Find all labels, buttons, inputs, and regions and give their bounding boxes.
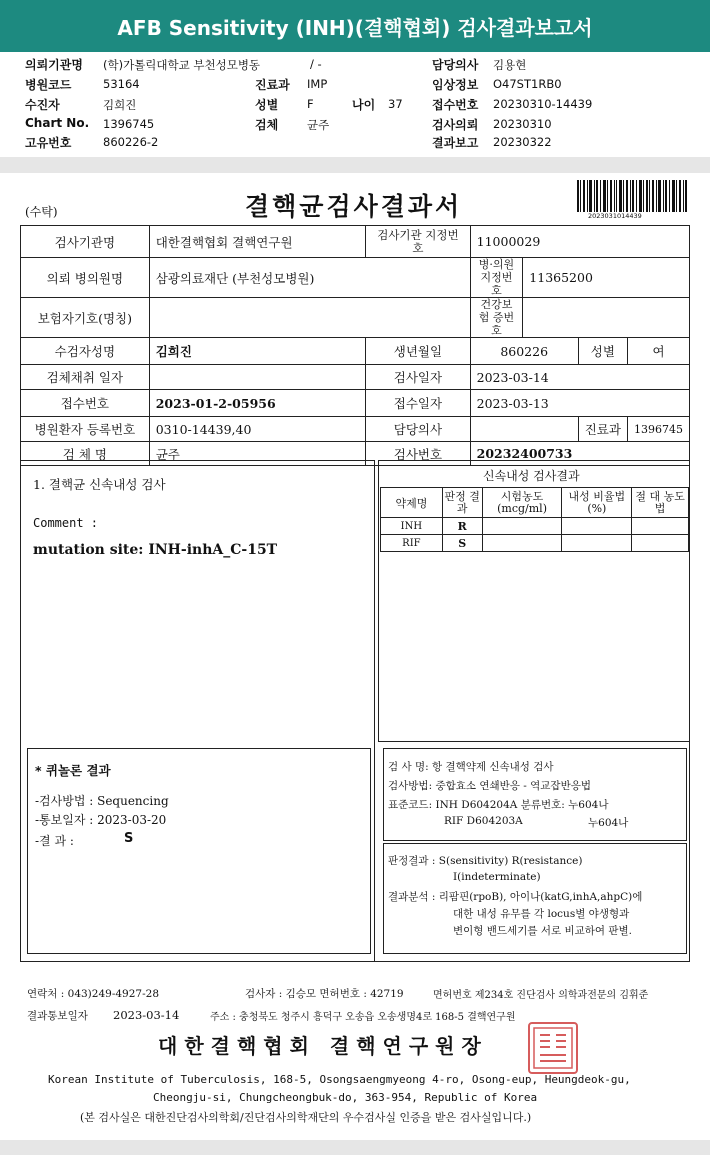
footer-tester: 검사자 : 김승모 면허번호 : 42719 [245,988,404,1000]
hdr-label: 의뢰기관명 [25,58,83,72]
specimen-value: 균주 [149,442,365,466]
hosp-id-value: 11365200 [523,258,690,298]
test-date-value: 2023-03-14 [470,365,689,390]
interp-line: 변이형 밴드세기를 서로 비교하여 판별. [453,925,632,937]
hdr-value: 1396745 [103,117,155,131]
req-hosp-value: 삼광의료재단 (부천성모병원) [149,258,470,298]
test-code-inh: 표준코드: INH D604204A 분류번호: 누604나 [388,799,609,811]
sens-drug-inh: INH [381,518,443,535]
seal-stamp [528,1022,578,1074]
footer-english-1: Korean Institute of Tuberculosis, 168-5, Osongsaengmyeong 4-ro, Osong-eup, Heungdeok-gu, [48,1073,631,1086]
sens-header: 판정 결과 [442,488,482,518]
dept-label: 진료과 [578,417,627,442]
rapid-test-heading: 1. 결핵균 신속내성 검사 [33,477,166,492]
receipt-no-value: 2023-01-2-05956 [149,390,365,417]
footer-notify-date: 2023-03-14 [113,1008,180,1022]
report-title-bar [0,0,710,52]
hdr-value: 20230310-14439 [493,97,593,111]
hdr-value: 김용현 [493,58,527,72]
hdr-label: 접수번호 [432,98,479,112]
lab-id-label: 검사기관 지정번호 [366,226,470,258]
sens-result-rif: S [442,535,482,552]
quinolone-heading: * 퀴놀론 결과 [35,763,111,778]
receipt-no-label: 접수번호 [21,390,150,417]
sens-header: 절 대 농도법 [632,488,689,518]
hdr-label: 임상정보 [432,78,479,92]
test-method: 검사방법: 중합효소 연쇄반응 - 역교잡반응법 [388,780,592,792]
hdr-value: 53164 [103,77,140,91]
hdr-value: (학)가톨릭대학교 부천성모병동 [103,58,261,72]
hdr-value: 860226-2 [103,135,159,149]
hdr-value: O47ST1RB0 [493,77,562,91]
mutation-site: mutation site: INH-inhA_C-15T [33,542,278,558]
footer-notify-label: 결과통보일자 [27,1010,88,1022]
lab-id-value: 11000029 [470,226,689,258]
sex-value: 여 [627,338,689,365]
insured-label: 보험자기호(명칭) [21,298,150,338]
comment-label: Comment : [33,516,99,530]
hdr-label: 성별 [255,98,279,112]
barcode-icon [577,180,687,212]
report-title: AFB Sensitivity (INH)(결핵협회) 검사결과보고서 [117,15,593,40]
interp-line: 결과분석 : 리팜핀(rpoB), 아이나(katG,inhA,ahpC)에 [388,891,643,903]
sens-header: 내성 비율법(%) [562,488,632,518]
seal-icon [531,1025,575,1071]
birth-label: 생년월일 [366,338,470,365]
hosp-id-label: 병·의원 지정번호 [470,258,523,298]
footer-contact: 연락처 : 043)249-4927-28 [27,988,159,1000]
patient-header [0,52,710,157]
reg-no-label: 병원환자 등록번호 [21,417,150,442]
result-section-frame [20,460,690,962]
lab-name-value: 대한결핵협회 결핵연구원 [149,226,365,258]
doctor-label: 담당의사 [366,417,470,442]
dept-value: 1396745 [627,417,689,442]
bottom-band [0,1140,710,1155]
reg-no-value: 0310-14439,40 [149,417,365,442]
lab-name-label: 검사기관명 [21,226,150,258]
receipt-date-label: 접수일자 [366,390,470,417]
test-code-rif: RIF D604203A [444,815,523,827]
req-hosp-label: 의뢰 병의원명 [21,258,150,298]
hdr-value: 균주 [307,118,330,132]
separator-band [0,157,710,173]
insured-value [149,298,470,338]
sens-result-inh: R [442,518,482,535]
hdr-label: 수진자 [25,98,60,112]
health-id-label: 건강보험 증번호 [470,298,523,338]
test-no-label: 검사번호 [366,442,470,466]
footer-address: 주소 : 충청북도 청주시 흥덕구 오송읍 오송생명4로 168-5 결핵연구원 [210,1012,516,1023]
info-table [20,225,690,466]
footer-english-2: Cheongju-si, Chungcheongbuk-do, 363-954, Republic of Korea [153,1091,538,1104]
hdr-value: 37 [388,97,403,111]
report-doc-title: 결핵균검사결과서 [245,192,463,221]
hdr-label: 고유번호 [25,136,72,150]
health-id-value [523,298,690,338]
hdr-label: 진료과 [255,78,290,92]
patient-name-value: 김희진 [149,338,365,365]
hdr-label: 나이 [352,98,376,112]
hdr-value: 20230322 [493,135,552,149]
footer-specialist: 면허번호 제234호 진단검사 의학과전문의 김휘준 [433,990,649,1001]
patient-name-label: 수검자성명 [21,338,150,365]
sutak-label: (수탁) [25,205,58,219]
test-name: 검 사 명: 항 결핵약제 신속내성 검사 [388,761,554,773]
doctor-value [470,417,578,442]
hdr-label: Chart No. [25,116,90,130]
test-date-label: 검사일자 [366,365,470,390]
quinolone-notify: -통보일자 : 2023-03-20 [35,813,167,827]
hdr-value: 김희진 [103,98,137,112]
birth-value: 860226 [470,338,578,365]
hdr-value: 20230310 [493,117,552,131]
test-class-rif: 누604나 [588,817,629,829]
footer-president: 대한결핵협회 결핵연구원장 [158,1034,488,1058]
receipt-date-value: 2023-03-13 [470,390,689,417]
sens-drug-rif: RIF [381,535,443,552]
interp-line: I(indeterminate) [453,871,541,883]
hdr-label: 병원코드 [25,78,72,92]
sens-header: 시험농도 (mcg/ml) [482,488,562,518]
specimen-label: 검 체 명 [21,442,150,466]
hdr-label: 검체 [255,118,279,132]
test-no-value: 20232400733 [470,442,689,466]
collect-date-label: 검체채취 일자 [21,365,150,390]
sens-header: 약제명 [381,488,443,518]
hdr-label: 결과보고 [432,136,479,150]
barcode-number: 2023031014439 [588,212,642,220]
collect-date-value [149,365,365,390]
hdr-label: 담당의사 [432,58,479,72]
quinolone-result-label: -결 과 : [35,834,74,848]
hdr-value: IMP [307,77,328,91]
footer-certification: (본 검사실은 대한진단검사의학회/진단검사의학재단의 우수검사실 인증을 받은 검사실입니다.) [80,1111,532,1124]
hdr-label: 검사의뢰 [432,118,479,132]
sex-label: 성별 [578,338,627,365]
hdr-value: F [307,97,314,111]
interp-line: 판정결과 : S(sensitivity) R(resistance) [388,855,583,867]
quinolone-method: -검사방법 : Sequencing [35,794,169,808]
hdr-value: / - [310,57,322,71]
interp-line: 대한 내성 유무를 각 locus별 야생형과 [453,908,630,920]
quinolone-result-value: S [124,831,134,846]
sensitivity-title: 신속내성 검사결과 [483,469,580,483]
